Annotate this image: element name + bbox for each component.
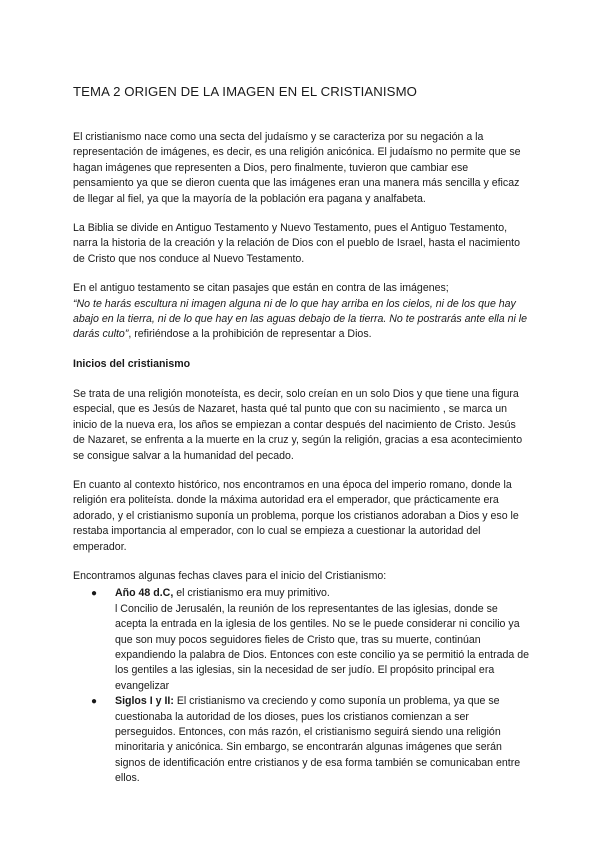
bullet-icon: ● [91, 588, 98, 600]
list-item-lead: Siglos I y II: [115, 695, 174, 708]
quote-intro: En el antiguo testamento se citan pasajes que están en contra de las imágenes; [73, 282, 449, 295]
paragraph-fechas: Encontramos algunas fechas claves para el inicio del Cristianismo: [73, 569, 387, 582]
list-item [73, 586, 530, 694]
list-item-text: El cristianismo va creciendo y como suponía un problema, ya que se cuestionaba la autoridad de los dioses, pues los cristianos comienzan a ser perseguidos. Entonces, con más razón, el cristianismo seguirá siendo una religión minoritaria y anicónica. Sin embargo, se encontrarán algunas imágenes que serán signos de identificación entre cristianos y de esa forma también se comunicaban entre ellos. [115, 695, 521, 785]
key-dates-list [73, 586, 530, 786]
quote-after: , refiriéndose a la prohibición de representar a Dios. [128, 328, 372, 341]
paragraph-intro: El cristianismo nace como una secta del judaísmo y se caracteriza por su negación a la representación de imágenes, es decir, es una religión anicónica. El judaísmo no permite que se hagan imágenes que representen a Dios, pero finalmente, tuvieron que cambiar ese pensamiento ya que se dieron cuenta que las imágenes eran una manera más sencilla y eficaz de llegar al fiel, ya que la mayoría de la población era pagana y analfabeta. [73, 131, 521, 205]
page-title: TEMA 2 ORIGEN DE LA IMAGEN EN EL CRISTIANISMO [73, 84, 418, 99]
bullet-icon: ● [91, 696, 98, 708]
paragraph-contexto: En cuanto al contexto histórico, nos encontramos en una época del imperio romano, donde la religión era politeísta. donde la máxima autoridad era el emperador, que prácticamente era adorado, y el cristianismo suponía un problema, porque los cristianos adoraban a Dios y eso le restaba importancia al emperador, con lo cual se empieza a cuestionar la autoridad del emperador. [73, 478, 519, 553]
section-heading: Inicios del cristianismo [73, 357, 191, 370]
paragraph-monoteista: Se trata de una religión monoteísta, es decir, solo creían en un solo Dios y que tiene una figura especial, que es Jesús de Nazaret, hasta qué tal punto que con su nacimiento , se marca un inicio de la nueva era, los años se empiezan a contar después del nacimiento de Cristo. Jesús de Nazaret, se enfrenta a la muerte en la cruz y, según la religión, gracias a esa acontecimiento se consigue salvar a la humanidad del pecado. [73, 387, 523, 462]
bible-quote: “No te harás escultura ni imagen alguna ni de lo que hay arriba en los cielos, ni de los que hay abajo en la tierra, ni de lo que hay en las aguas debajo de la tierra. No te postrarás ante ella ni le darás culto” [73, 297, 528, 341]
list-item-lead: Año 48 d.C, [115, 587, 174, 600]
paragraph-antiguo-testamento [73, 281, 530, 343]
list-item-continuation: l Concilio de Jerusalén, la reunión de los representantes de las iglesias, donde se acepta la entrada en la iglesia de los gentiles. No se le puede considerar ni concilio ya que son muy pocos seguidores fieles de Cristo que, tras su muerte, continúan expandiendo la palabra de Dios. Entonces con este concilio ya se permitió la entrada de los gentiles a las iglesias, sin la necesidad de ser judío. El propósito principal era evangelizar [115, 602, 530, 692]
list-item-text: el cristianismo era muy primitivo. [173, 587, 330, 600]
paragraph-biblia: La Biblia se divide en Antiguo Testamento y Nuevo Testamento, pues el Antiguo Testamento, narra la historia de la creación y la relación de Dios con el pueblo de Israel, hasta el nacimiento de Cristo que nos conduce al Nuevo Testamento. [73, 222, 520, 265]
list-item [73, 694, 530, 786]
